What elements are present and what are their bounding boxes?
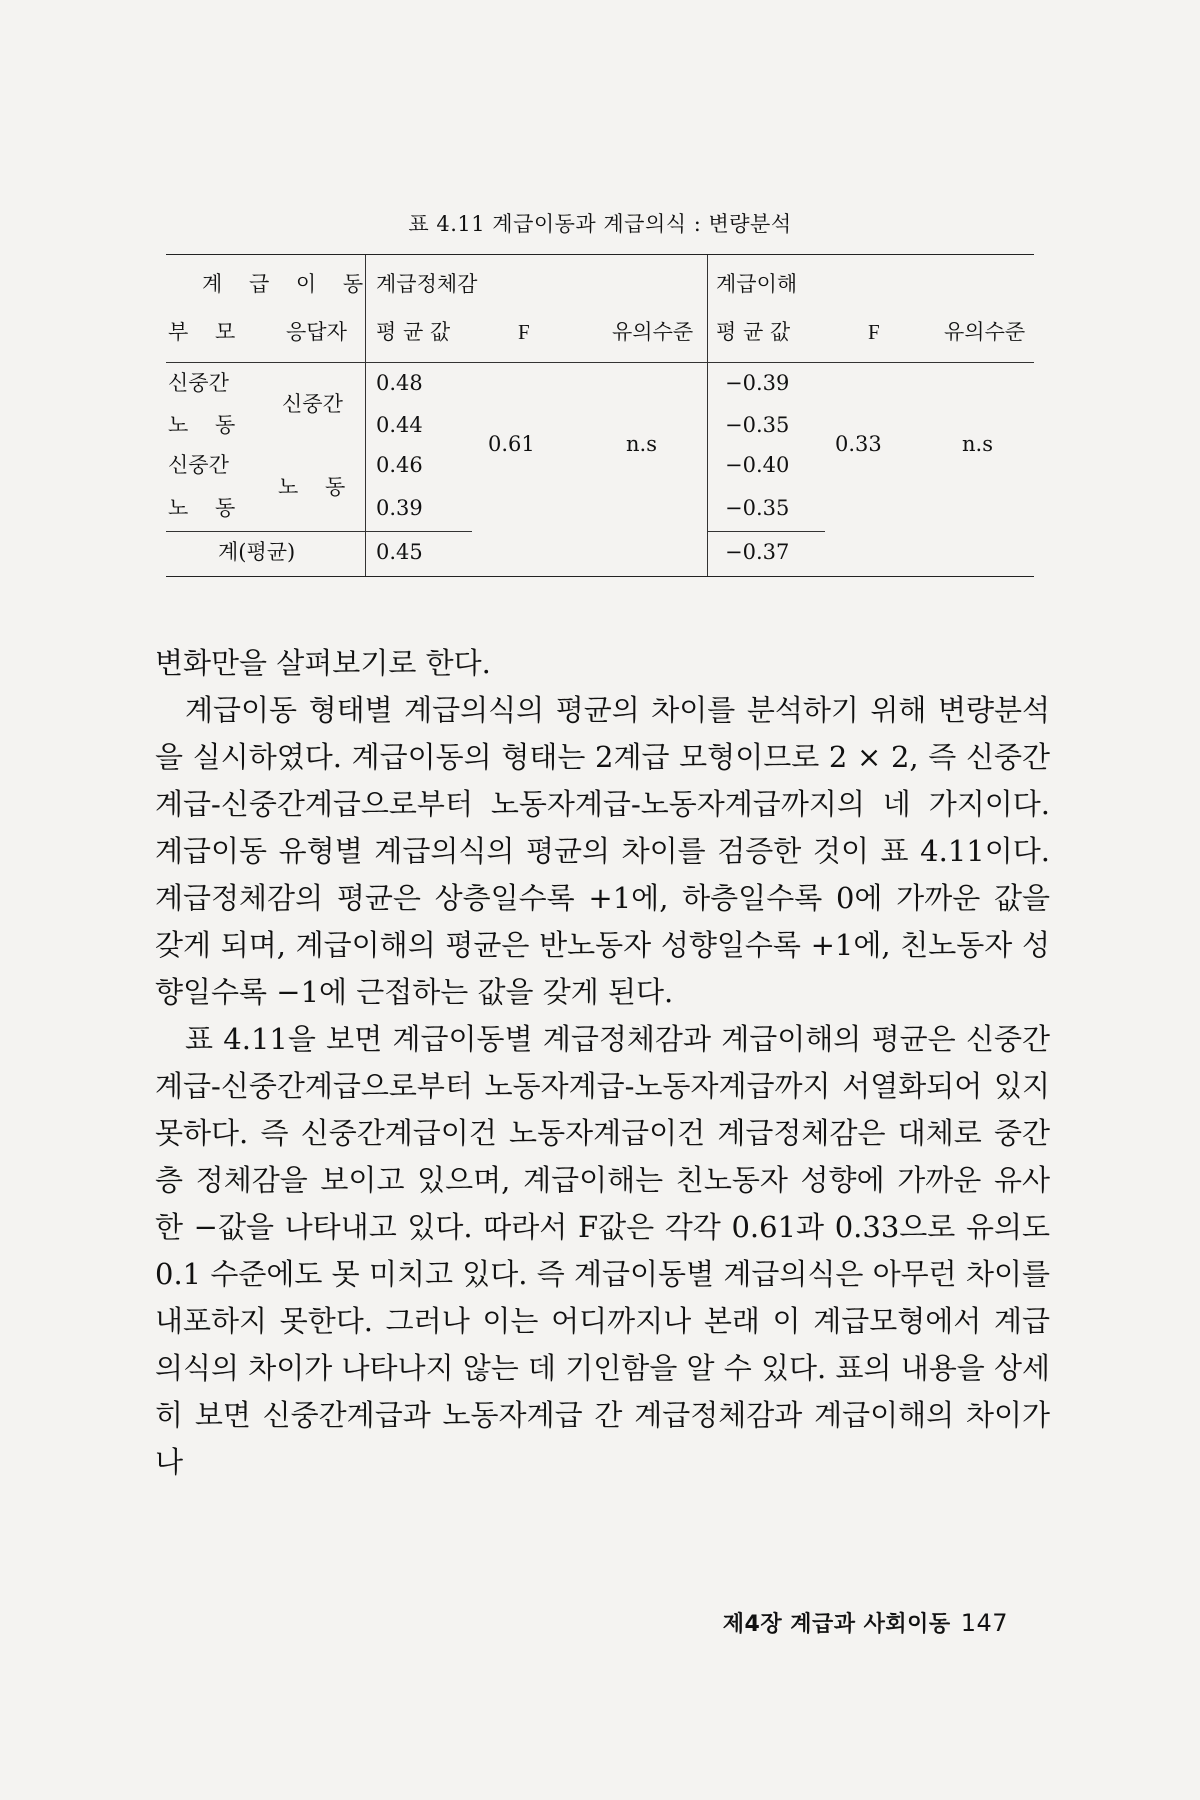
identity-mean-value: 0.46	[376, 453, 423, 477]
chapter-title: 제4장 계급과 사회이동	[722, 1612, 951, 1637]
respondent-label: 신중간	[282, 392, 343, 416]
table-total-rule-right	[707, 531, 825, 532]
header-respondent: 응답자	[286, 320, 347, 344]
header-understanding-significance: 유의수준	[944, 320, 1026, 344]
understanding-f-value: 0.33	[835, 432, 882, 456]
understanding-mean-value: −0.40	[725, 453, 790, 477]
identity-mean-value: 0.39	[376, 496, 423, 520]
table-divider-label-column	[365, 255, 366, 576]
total-understanding-mean: −0.37	[725, 540, 790, 564]
understanding-mean-value: −0.35	[725, 413, 790, 437]
parent-label: 노 동	[168, 496, 246, 520]
table-total-rule-left	[166, 531, 472, 532]
header-understanding-f: F	[868, 320, 880, 344]
anova-table	[166, 254, 1034, 577]
identity-mean-value: 0.48	[376, 371, 423, 395]
total-identity-mean: 0.45	[376, 540, 423, 564]
table-divider-understanding-column	[707, 255, 708, 576]
body-text	[155, 640, 1050, 1486]
understanding-significance-value: n.s	[962, 432, 993, 456]
table-header-rule	[166, 362, 1034, 363]
header-parent: 부 모	[168, 320, 246, 344]
header-understanding-mean: 평 균 값	[716, 320, 791, 344]
table-caption: 표 4.11 계급이동과 계급의식 : 변량분석	[408, 212, 792, 236]
header-understanding: 계급이해	[716, 272, 798, 296]
page-number: 147	[960, 1609, 1008, 1637]
header-identity-mean: 평 균 값	[376, 320, 451, 344]
parent-label: 노 동	[168, 413, 246, 437]
parent-label: 신중간	[168, 371, 229, 395]
understanding-mean-value: −0.39	[725, 371, 790, 395]
header-identity: 계급정체감	[376, 272, 478, 296]
header-mobility: 계 급 이 동	[202, 272, 374, 296]
understanding-mean-value: −0.35	[725, 496, 790, 520]
header-identity-f: F	[518, 320, 530, 344]
page-footer	[723, 1607, 1008, 1638]
parent-label: 신중간	[168, 453, 229, 477]
identity-f-value: 0.61	[488, 432, 535, 456]
total-label: 계(평균)	[218, 540, 296, 564]
identity-mean-value: 0.44	[376, 413, 423, 437]
respondent-label: 노 동	[278, 475, 356, 499]
paragraph: 계급이동 형태별 계급의식의 평균의 차이를 분석하기 위해 변량분석을 실시하였다. 계급이동의 형태는 2계급 모형이므로 2 × 2, 즉 신중간계급-신중간계급으로부터 노동자계급-노동자계급까지의 네 가지이다. 계급이동 유형별 계급의식의 평균의 차이를 검증한 것이 표 4.11이다. 계급정체감의 평균은 상층일수록 +1에, 하층일수록 0에 가까운 값을 갖게 되며, 계급이해의 평균은 반노동자 성향일수록 +1에, 친노동자 성향일수록 −1에 근접하는 값을 갖게 된다.	[155, 693, 1050, 1009]
identity-significance-value: n.s	[626, 432, 657, 456]
paragraph: 표 4.11을 보면 계급이동별 계급정체감과 계급이해의 평균은 신중간계급-신중간계급으로부터 노동자계급-노동자계급까지 서열화되어 있지 못하다. 즉 신중간계급이건 노동자계급이건 계급정체감은 대체로 중간층 정체감을 보이고 있으며, 계급이해는 친노동자 성향에 가까운 유사한 −값을 나타내고 있다. 따라서 F값은 각각 0.61과 0.33으로 유의도 0.1 수준에도 못 미치고 있다. 즉 계급이동별 계급의식은 아무런 차이를 내포하지 못한다. 그러나 이는 어디까지나 본래 이 계급모형에서 계급의식의 차이가 나타나지 않는 데 기인함을 알 수 있다. 표의 내용을 상세히 보면 신중간계급과 노동자계급 간 계급정체감과 계급이해의 차이가 나	[155, 1022, 1051, 1479]
paragraph: 변화만을 살펴보기로 한다.	[155, 646, 491, 680]
header-identity-significance: 유의수준	[612, 320, 694, 344]
